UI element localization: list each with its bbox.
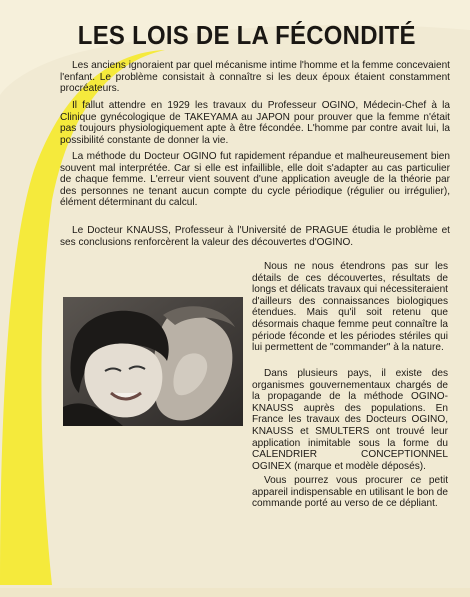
paragraph-5: Nous ne nous étendrons pas sur les détails de ces découvertes, résultats de longs et délicats travaux qui nécessiteraient d'ailleurs des connaissances biologiques étendues. Mais qu'il soit retenu que désormais chaque femme peut connaître la période féconde et les périodes stériles qui lui permettent de "commander" à la nature.	[252, 261, 448, 354]
paragraph-7: Vous pourrez vous procurer ce petit appareil indispensable en utilisant le bon de commande porté au verso de ce dépliant.	[252, 475, 448, 510]
page-title: LES LOIS DE LA FÉCONDITÉ	[77, 20, 416, 50]
paragraph-6: Dans plusieurs pays, il existe des organismes gouvernementaux chargés de la propagande de la méthode OGINO-KNAUSS auprès des populations. En France les travaux des Docteurs OGINO, KNAUSS et SMULTERS ont trouvé leur application inimitable sous la forme du CALENDRIER CONCEPTIONNEL OGINEX (marque et modèle déposés).	[252, 368, 448, 472]
paragraph-1: Les anciens ignoraient par quel mécanisme intime l'homme et la femme concevaient l'enfant. Le problème consistait à connaître si les deux époux étaient constamment procréateurs.	[60, 60, 450, 95]
paragraph-2: Il fallut attendre en 1929 les travaux du Professeur OGINO, Médecin-Chef à la Clinique gynécologique de TAKEYAMA au JAPON pour prouver que la femme n'était pas toujours physiologiquement apte à être fécondée. L'homme par contre avait lui, la possibilité constante de donner la vie.	[60, 100, 450, 146]
paragraph-4: Le Docteur KNAUSS, Professeur à l'Université de PRAGUE étudia le problème et ses conclusions renforcèrent la valeur des découvertes d'OGINO.	[60, 225, 450, 248]
paragraph-3: La méthode du Docteur OGINO fut rapidement répandue et malheureusement bien souvent mal interprétée. Car si elle est infaillible, elle doit s'adapter au cas particulier de chaque femme. L'erreur vient souvent d'une application aveugle de la théorie par des personnes ne tenant aucun compte du cycle périodique (régulier ou irrégulier), élément déterminant du calcul.	[60, 151, 450, 209]
couple-photo-illustration	[63, 297, 243, 426]
couple-photo	[63, 297, 243, 426]
